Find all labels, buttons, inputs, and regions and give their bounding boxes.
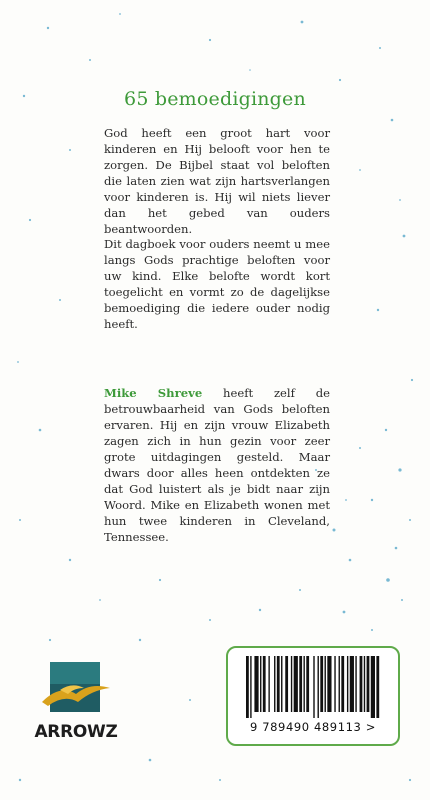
barcode-bar [281, 656, 282, 712]
blurb-paragraph-1 [104, 125, 330, 237]
barcode-bar [277, 656, 280, 712]
barcode-bar [285, 656, 288, 712]
blurb-paragraph-2 [104, 236, 330, 332]
barcode-bar [325, 656, 326, 712]
barcode-bar [299, 656, 302, 712]
book-subtitle: 65 bemoedigingen [124, 88, 306, 110]
author-bio-body: heeft zelf de betrouwbaarheid van Gods beloften ervaren. Hij en zijn vrouw Elizabeth zagen zich in hun gezin voor zeer grote uitdagingen gesteld. Maar dwars door alles heen ontdekten ze dat God luistert als je bidt naar zijn Woord. Mike en Elizabeth wonen met hun twee kinderen in Cleveland, Tennessee. [104, 386, 330, 544]
arrowz-logo-icon [40, 660, 112, 720]
barcode-bar [250, 656, 251, 718]
blurb-text-1: God heeft een groot hart voor kinderen en Hij belooft voor hen te zorgen. De Bijbel staat vol beloften die laten zien wat zijn hartsverlangen voor kinderen is. Hij wil niets liever dan het gebed van ouders beantwoorden. [104, 126, 330, 236]
barcode-bar [246, 656, 249, 718]
barcode-bar [367, 656, 370, 712]
author-bio [104, 385, 330, 545]
barcode-bar [350, 656, 354, 712]
barcode-bar [306, 656, 309, 712]
barcode-bar [274, 656, 275, 712]
barcode-bar [364, 656, 365, 712]
blurb-text-2: Dit dagboek voor ouders neemt u mee langs Gods prachtige beloften voor uw kind. Elke belofte wordt kort toegelicht en vormt zo de dagelijkse bemoediging die iedere ouder nodig heeft. [104, 237, 330, 331]
barcode-bar [318, 656, 319, 718]
barcode-bar [341, 656, 344, 712]
barcode-bar [268, 656, 269, 712]
author-bio-text [104, 385, 330, 545]
publisher-name: ARROWZ [34, 722, 118, 742]
barcode-bar [339, 656, 340, 712]
barcode-bar [347, 656, 348, 712]
barcode-bar [376, 656, 379, 718]
barcode-bars [246, 656, 382, 718]
barcode-bar [313, 656, 314, 718]
publisher-logo [30, 660, 122, 752]
isbn-barcode [226, 646, 400, 746]
barcode-bar [254, 656, 258, 712]
barcode-bar [360, 656, 363, 712]
barcode-bar [327, 656, 331, 712]
barcode-bar [294, 656, 298, 712]
barcode-bar [334, 656, 335, 712]
author-name: Mike Shreve [104, 386, 203, 400]
barcode-bar [291, 656, 292, 712]
isbn-number: 9 789490 489113 > [250, 720, 376, 734]
barcode-bar [263, 656, 266, 712]
barcode-bar [303, 656, 304, 712]
barcode-bar [260, 656, 261, 712]
barcode-bar [320, 656, 323, 712]
barcode-bar [371, 656, 375, 718]
barcode-bar [355, 656, 356, 712]
